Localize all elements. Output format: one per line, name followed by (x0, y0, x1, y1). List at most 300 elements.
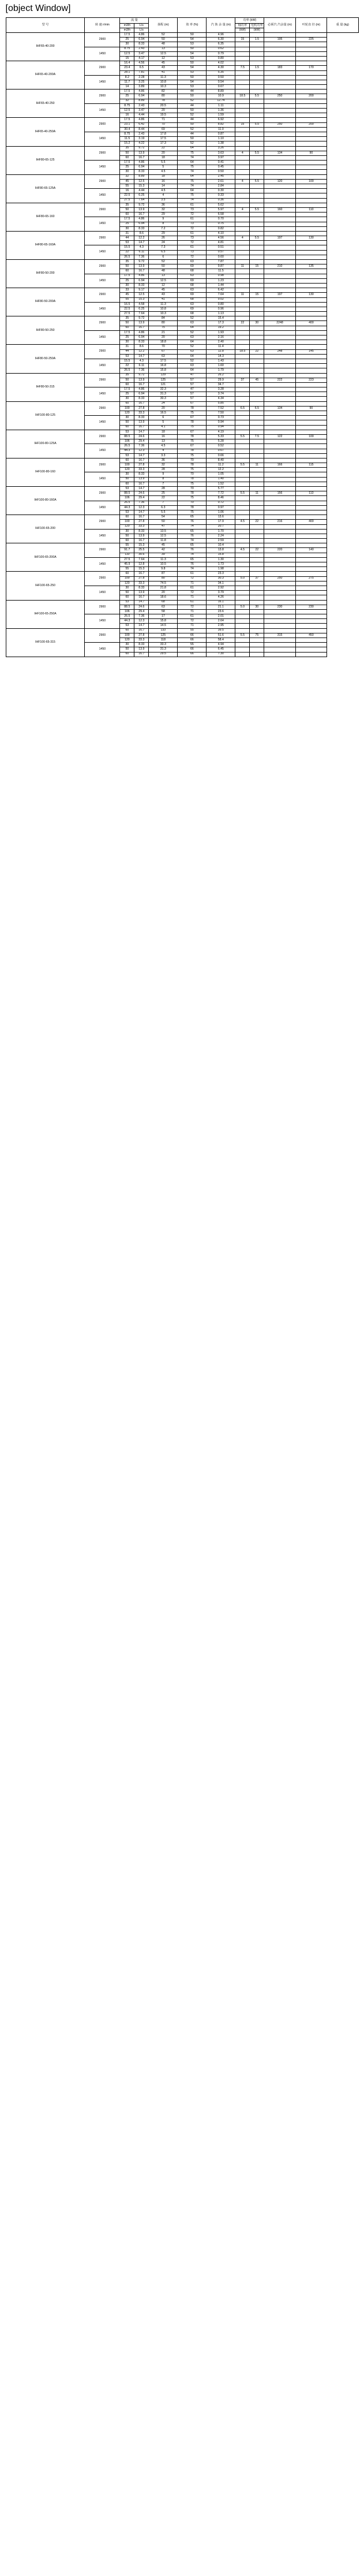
cell-head: 11.3 (149, 557, 178, 562)
cell-weight (295, 416, 327, 420)
cell-flow-m3h: 60 (120, 482, 134, 486)
cell-weight (295, 47, 327, 51)
cell-weight (295, 165, 327, 170)
cell-head: 9 (149, 472, 178, 477)
cell-power-motor (235, 515, 250, 520)
cell-impeller (264, 316, 295, 321)
table-row (6, 288, 358, 293)
cell-inlet (250, 288, 264, 293)
cell-flow-ls: 4.86 (134, 330, 149, 335)
cell-flow-m3h: 120 (120, 581, 134, 586)
cell-impeller: 183 (264, 66, 295, 70)
table-row (6, 401, 358, 406)
cell-inlet (250, 165, 264, 170)
cell-efficiency: 75 (178, 165, 207, 170)
cell-weight (295, 411, 327, 416)
row-model: IHF80-50-250A (6, 345, 85, 373)
cell-power-shaft: 4.10 (207, 231, 235, 236)
cell-efficiency: 76 (178, 548, 207, 553)
cell-inlet (250, 425, 264, 430)
cell-power-motor (235, 468, 250, 472)
header-power-motor-unit: (kW) (250, 28, 264, 33)
cell-weight (295, 118, 327, 122)
cell-power-shaft: 3.74 (207, 392, 235, 397)
cell-weight: 200 (295, 122, 327, 127)
cell-inlet (250, 468, 264, 472)
cell-weight (295, 505, 327, 510)
cell-head: 32 (149, 207, 178, 212)
cell-flow-ls: 9.72 (134, 203, 149, 207)
cell-flow-ls: 13.9 (134, 591, 149, 595)
cell-flow-ls: 4.56 (134, 61, 149, 66)
cell-impeller (264, 340, 295, 345)
cell-head: 41 (149, 297, 178, 302)
cell-flow-m3h: 53 (120, 430, 134, 434)
cell-impeller (264, 42, 295, 47)
cell-weight (295, 113, 327, 118)
header-weight: 重 量 (kg) (327, 18, 358, 33)
cell-power-shaft: 0.54 (207, 80, 235, 84)
cell-flow-ls: 16.7 (134, 628, 149, 633)
cell-impeller (264, 33, 295, 38)
cell-power-motor (235, 61, 250, 66)
cell-head: 9 (149, 217, 178, 222)
cell-flow-ls: 4.86 (134, 33, 149, 38)
cell-inlet (250, 364, 264, 368)
cell-flow-m3h: 16.5 (120, 302, 134, 307)
cell-flow-m3h: 44 (120, 236, 134, 241)
cell-power-shaft: 2.24 (207, 534, 235, 538)
cell-power-motor (235, 99, 250, 103)
cell-impeller (264, 174, 295, 179)
cell-weight (295, 283, 327, 288)
cell-head: 11.3 (149, 302, 178, 307)
cell-power-motor (235, 33, 250, 38)
cell-efficiency: 64 (178, 161, 207, 165)
cell-inlet: 5.5 (250, 236, 264, 241)
cell-efficiency: 72 (178, 576, 207, 581)
cell-power-motor (235, 614, 250, 619)
cell-head: 63 (149, 354, 178, 359)
cell-flow-m3h: 60 (120, 213, 134, 217)
cell-flow-m3h: 120 (120, 638, 134, 643)
cell-power-shaft: 9.02 (207, 297, 235, 302)
cell-weight (295, 368, 327, 373)
cell-power-shaft: 9.87 (207, 264, 235, 269)
cell-flow-ls: 4.86 (134, 217, 149, 222)
cell-flow-m3h: 88.5 (120, 491, 134, 496)
cell-flow-m3h: 16.4 (120, 61, 134, 66)
cell-impeller (264, 250, 295, 255)
cell-weight (295, 245, 327, 250)
cell-power-motor (235, 534, 250, 538)
cell-inlet (250, 416, 264, 420)
cell-weight (295, 487, 327, 491)
cell-head: 18 (149, 430, 178, 434)
cell-power-motor (235, 449, 250, 453)
cell-inlet: 15 (250, 293, 264, 297)
cell-head: 15.8 (149, 368, 178, 373)
cell-efficiency: 75 (178, 482, 207, 486)
cell-power-shaft: 4.81 (207, 241, 235, 245)
cell-flow-m3h: 60 (120, 269, 134, 274)
cell-flow-ls: 8.89 (134, 99, 149, 103)
cell-inlet (250, 543, 264, 548)
cell-efficiency: 74 (178, 553, 207, 557)
cell-head: 10.8 (149, 307, 178, 311)
cell-power-shaft: 4.30 (207, 66, 235, 70)
cell-flow-ls: 33.3 (134, 581, 149, 586)
cell-power-shaft: 0.80 (207, 302, 235, 307)
row-speed: 2900 (85, 543, 120, 558)
row-model: IHF80-50-250 (6, 316, 85, 345)
cell-impeller (264, 624, 295, 628)
cell-head: 45 (149, 61, 178, 66)
row-model: IHF80-65-125A (6, 174, 85, 203)
cell-power-motor (235, 241, 250, 245)
cell-power-shaft: 23.3 (207, 572, 235, 576)
cell-flow-ls: 8.33 (134, 283, 149, 288)
cell-flow-ls: 16.7 (134, 482, 149, 486)
cell-power-motor: 4.5 (235, 548, 250, 553)
row-speed: 1450 (85, 103, 120, 118)
cell-inlet (250, 524, 264, 529)
header-flow-ls: L/s (134, 24, 149, 28)
spec-sheet-page (0, 3, 364, 2576)
cell-efficiency: 50 (178, 61, 207, 66)
cell-weight (295, 217, 327, 222)
cell-flow-m3h: 30 (120, 283, 134, 288)
cell-inlet (250, 397, 264, 401)
cell-efficiency: 74 (178, 155, 207, 160)
cell-power-motor (235, 222, 250, 226)
cell-power-motor (235, 165, 250, 170)
cell-weight (295, 647, 327, 652)
cell-weight (295, 449, 327, 453)
row-model: IHF100-80-160A (6, 487, 85, 515)
cell-flow-ls: 15.3 (134, 543, 149, 548)
cell-efficiency: 75 (178, 453, 207, 458)
cell-head: 10.8 (149, 80, 178, 84)
cell-weight (295, 170, 327, 174)
cell-weight (295, 61, 327, 66)
cell-efficiency: 53 (178, 42, 207, 47)
cell-flow-ls: 13.9 (134, 378, 149, 382)
cell-head: 74.5 (149, 581, 178, 586)
cell-weight (295, 468, 327, 472)
cell-flow-ls: 6.5 (134, 66, 149, 70)
cell-power-shaft: 0.45 (207, 165, 235, 170)
row-model: IHF80-65-125 (6, 146, 85, 174)
cell-flow-m3h: 8.2 (120, 75, 134, 80)
cell-head: 16 (149, 434, 178, 439)
cell-head: 14 (149, 184, 178, 189)
cell-impeller (264, 364, 295, 368)
row-speed: 2900 (85, 572, 120, 586)
cell-flow-m3h: 100 (120, 576, 134, 581)
cell-flow-ls: 8.33 (134, 529, 149, 534)
header-flow: 流 量 (120, 18, 149, 24)
cell-inlet (250, 109, 264, 113)
cell-power-shaft: 2.59 (207, 539, 235, 543)
cell-weight (295, 591, 327, 595)
cell-power-shaft: 8.82 (207, 122, 235, 127)
cell-power-motor (235, 80, 250, 84)
cell-power-motor (235, 382, 250, 387)
cell-head: 7 (149, 482, 178, 486)
cell-power-shaft: 5.77 (207, 487, 235, 491)
cell-power-shaft: 0.79 (207, 51, 235, 56)
cell-impeller (264, 56, 295, 61)
cell-efficiency: 55 (178, 628, 207, 633)
cell-power-shaft: 0.33 (207, 193, 235, 198)
cell-weight (295, 354, 327, 359)
cell-flow-ls: 27.8 (134, 633, 149, 638)
cell-inlet: 30 (250, 321, 264, 326)
cell-power-motor (235, 274, 250, 278)
row-speed: 1450 (85, 302, 120, 316)
row-speed: 2900 (85, 600, 120, 614)
table-row (6, 430, 358, 434)
cell-inlet (250, 643, 264, 647)
cell-efficiency: 64 (178, 146, 207, 151)
cell-flow-ls: 16.7 (134, 269, 149, 274)
cell-flow-ls: 33.3 (134, 411, 149, 416)
cell-impeller: 197 (264, 293, 295, 297)
cell-power-shaft: 3.28 (207, 387, 235, 392)
cell-flow-m3h: 25 (120, 165, 134, 170)
cell-impeller (264, 198, 295, 203)
cell-power-shaft: 1.23 (207, 278, 235, 283)
cell-head: 50 (149, 520, 178, 524)
cell-impeller (264, 515, 295, 520)
cell-impeller (264, 222, 295, 226)
cell-impeller: 210 (264, 264, 295, 269)
cell-power-motor (235, 643, 250, 647)
cell-inlet (250, 278, 264, 283)
cell-head: 67 (149, 349, 178, 354)
header-inlet: 必须汽 汽余量 (m) (264, 18, 295, 33)
cell-inlet (250, 510, 264, 515)
cell-flow-m3h: 50 (120, 321, 134, 326)
cell-efficiency: 70 (178, 458, 207, 463)
row-speed: 1450 (85, 245, 120, 260)
cell-flow-ls: 8.33 (134, 397, 149, 401)
row-speed: 2900 (85, 203, 120, 217)
cell-flow-ls: 3.47 (134, 51, 149, 56)
cell-head: 82 (149, 90, 178, 94)
cell-impeller (264, 330, 295, 335)
cell-flow-m3h: 15.5 (120, 245, 134, 250)
cell-weight: 115 (295, 463, 327, 468)
cell-flow-m3h: 44.3 (120, 449, 134, 453)
cell-flow-ls: 7.36 (134, 614, 149, 619)
table-row (6, 543, 358, 548)
cell-head: 22 (149, 496, 178, 501)
cell-impeller: 220 (264, 548, 295, 553)
header-speed: 转 速 r/min (85, 18, 120, 33)
cell-head: 29.5 (149, 652, 178, 657)
cell-inlet (250, 591, 264, 595)
cell-power-motor (235, 283, 250, 288)
cell-impeller (264, 80, 295, 84)
cell-efficiency: 75 (178, 193, 207, 198)
cell-power-motor (235, 387, 250, 392)
cell-efficiency: 63 (178, 349, 207, 354)
cell-inlet: 5.5 (250, 207, 264, 212)
cell-weight: 200 (295, 94, 327, 99)
cell-power-shaft: 0.82 (207, 226, 235, 231)
cell-inlet (250, 439, 264, 444)
cell-head: 71 (149, 118, 178, 122)
cell-power-motor (235, 170, 250, 174)
cell-inlet (250, 61, 264, 66)
cell-flow-ls: 12.3 (134, 505, 149, 510)
cell-efficiency: 65 (178, 529, 207, 534)
cell-head: 10.3 (149, 85, 178, 90)
cell-flow-ls: 12.5 (134, 179, 149, 184)
row-speed: 2900 (85, 260, 120, 274)
cell-inlet (250, 56, 264, 61)
cell-flow-m3h: 44 (120, 349, 134, 354)
cell-flow-ls: 3.89 (134, 85, 149, 90)
cell-inlet (250, 354, 264, 359)
row-speed: 1450 (85, 586, 120, 600)
cell-power-shaft: 5.28 (207, 439, 235, 444)
cell-power-motor (235, 250, 250, 255)
cell-flow-m3h: 50 (120, 151, 134, 155)
cell-head: 5 (149, 165, 178, 170)
cell-power-motor (235, 316, 250, 321)
cell-weight (295, 510, 327, 515)
cell-head: 68 (149, 600, 178, 605)
cell-flow-ls: 9.17 (134, 288, 149, 293)
cell-flow-ls: 6.94 (134, 278, 149, 283)
cell-head: 26 (149, 236, 178, 241)
cell-inlet (250, 33, 264, 38)
cell-head: 133 (149, 628, 178, 633)
cell-impeller (264, 510, 295, 515)
cell-flow-ls: 12.2 (134, 349, 149, 354)
table-row (6, 231, 358, 236)
cell-power-motor (235, 75, 250, 80)
cell-impeller (264, 274, 295, 278)
cell-impeller: 122 (264, 434, 295, 439)
cell-inlet (250, 553, 264, 557)
cell-power-shaft: 8.40 (207, 458, 235, 463)
cell-flow-ls: 24.6 (134, 605, 149, 609)
cell-head: 18.6 (149, 595, 178, 600)
cell-inlet (250, 312, 264, 316)
cell-flow-ls: 7.36 (134, 368, 149, 373)
cell-flow-m3h: 35 (120, 260, 134, 264)
cell-inlet: 37 (250, 576, 264, 581)
cell-power-shaft: 39.5 (207, 628, 235, 633)
cell-flow-m3h: 15.5 (120, 359, 134, 363)
cell-flow-ls: 13.9 (134, 151, 149, 155)
cell-impeller (264, 51, 295, 56)
cell-flow-m3h: 100 (120, 463, 134, 468)
cell-power-shaft: 14.3 (207, 354, 235, 359)
cell-weight: 450 (295, 633, 327, 638)
cell-flow-m3h: 45.9 (120, 562, 134, 567)
cell-flow-m3h: 30 (120, 340, 134, 345)
header-efficiency: 效 率 (%) (178, 18, 207, 33)
cell-head: 80 (149, 94, 178, 99)
cell-flow-m3h: 32 (120, 174, 134, 179)
cell-inlet (250, 449, 264, 453)
cell-weight (295, 562, 327, 567)
cell-power-shaft: 3.79 (207, 591, 235, 595)
cell-head: 7.2 (149, 226, 178, 231)
cell-impeller (264, 505, 295, 510)
cell-efficiency: 66 (178, 647, 207, 652)
cell-head: 8 (149, 222, 178, 226)
row-speed: 1450 (85, 330, 120, 345)
cell-power-motor (235, 189, 250, 193)
cell-efficiency: 72 (178, 226, 207, 231)
cell-flow-ls: 13.9 (134, 534, 149, 538)
cell-impeller (264, 534, 295, 538)
cell-impeller (264, 600, 295, 605)
cell-weight (295, 382, 327, 387)
cell-impeller (264, 359, 295, 363)
cell-efficiency: 67 (178, 444, 207, 449)
cell-flow-m3h: 50 (120, 534, 134, 538)
cell-flow-ls: 12.3 (134, 449, 149, 453)
cell-inlet (250, 595, 264, 600)
cell-efficiency: 67 (178, 401, 207, 406)
cell-flow-m3h: 88.5 (120, 605, 134, 609)
cell-weight (295, 184, 327, 189)
cell-flow-m3h: 27.5 (120, 557, 134, 562)
row-speed: 1450 (85, 444, 120, 458)
cell-head: 52 (149, 260, 178, 264)
cell-head: 6 (149, 416, 178, 420)
cell-inlet (250, 586, 264, 590)
cell-head: 125 (149, 378, 178, 382)
cell-head: 29 (149, 213, 178, 217)
cell-inlet (250, 600, 264, 605)
cell-inlet (250, 581, 264, 586)
cell-inlet (250, 103, 264, 108)
cell-power-motor (235, 213, 250, 217)
row-speed: 1450 (85, 529, 120, 543)
cell-power-shaft: 7.30 (207, 652, 235, 657)
cell-efficiency: 50 (178, 137, 207, 141)
row-model: IHF100-80-125 (6, 401, 85, 430)
cell-inlet (250, 647, 264, 652)
cell-impeller (264, 113, 295, 118)
cell-head: 14.5 (149, 624, 178, 628)
cell-weight: 100 (295, 179, 327, 184)
row-model: IHF100-80-125A (6, 430, 85, 458)
cell-flow-m3h: 53 (120, 453, 134, 458)
cell-flow-ls: 12.3 (134, 619, 149, 624)
row-speed: 1450 (85, 217, 120, 232)
cell-head: 52 (149, 33, 178, 38)
cell-weight (295, 312, 327, 316)
cell-power-shaft: 0.30 (207, 189, 235, 193)
cell-head: 10.3 (149, 312, 178, 316)
cell-efficiency: 72 (178, 605, 207, 609)
cell-impeller (264, 458, 295, 463)
cell-inlet: 15 (250, 264, 264, 269)
cell-weight (295, 439, 327, 444)
header-head: 扬程 (m) (149, 18, 178, 33)
cell-flow-m3h: 53 (120, 354, 134, 359)
cell-weight (295, 330, 327, 335)
